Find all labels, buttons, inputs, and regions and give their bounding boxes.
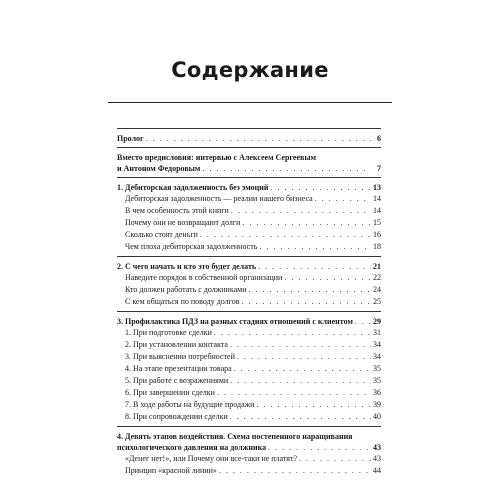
toc-page-number: 40: [373, 412, 381, 421]
dot-leader: [234, 363, 371, 374]
dot-leader: [231, 205, 371, 216]
dot-leader: [270, 182, 371, 193]
toc-page-number: 22: [373, 273, 381, 282]
toc-subsection-entry[interactable]: [117, 229, 381, 240]
toc-page-number: 21: [373, 262, 381, 271]
toc-subsection-entry[interactable]: [117, 272, 381, 283]
toc-entry-title: С кем общаться по поводу долгов: [125, 297, 240, 306]
dot-leader: [242, 296, 371, 307]
toc-page-number: 34: [373, 352, 381, 361]
toc-subsection-entry[interactable]: [117, 351, 381, 362]
toc-entry-title-line: Вместо предисловия: интервью с Алексеем Сергеевым: [117, 153, 317, 162]
toc-page-number: 29: [373, 317, 381, 326]
toc-subsection-entry[interactable]: [117, 453, 381, 464]
dot-leader: [299, 453, 371, 464]
toc-page-number: 39: [373, 400, 381, 409]
toc-chapter-entry[interactable]: [117, 163, 381, 174]
toc-entry-title: 5. При работе с возражениями: [125, 376, 229, 385]
toc-subsection-entry[interactable]: [117, 284, 381, 295]
toc-entry-title: Наведите порядок в собственной организации: [125, 273, 283, 282]
toc-entry-title: Дебиторская задолженность — реалии нашего бизнеса: [125, 194, 313, 203]
toc-entry-title: 3. Профилактика ПДЗ на разных стадиях отношений с клиентом: [117, 317, 353, 326]
dot-leader: [249, 284, 372, 295]
toc-chapter-entry[interactable]: [117, 442, 381, 453]
toc-entry-title: «Денег нет!», или Почему они все-таки не платят?: [125, 454, 298, 463]
dot-leader: [355, 316, 371, 327]
toc-entry-title: и Антоном Федоровым: [117, 164, 201, 173]
toc-entry-title: Сколько стоят деньги: [125, 230, 198, 239]
dot-leader: [268, 442, 371, 453]
toc-section: [117, 256, 381, 311]
toc-entry-title: 4. На этапе презентации товара: [125, 364, 232, 373]
toc-subsection-entry[interactable]: [117, 241, 381, 252]
toc-entry-title: 8. При сопровождении сделки: [125, 412, 228, 421]
toc-subsection-entry[interactable]: [117, 375, 381, 386]
toc-entry-title: Почему они не возвращают долги: [125, 218, 241, 227]
toc-subsection-entry[interactable]: [117, 205, 381, 216]
dot-leader: [259, 241, 371, 252]
toc-subsection-entry[interactable]: [117, 387, 381, 398]
title-rule: [108, 102, 392, 103]
toc-subsection-entry[interactable]: [117, 339, 381, 350]
toc-page-number: 34: [373, 340, 381, 349]
toc-page-number: 13: [373, 183, 381, 192]
dot-leader: [219, 465, 371, 476]
toc-entry-title: Пролог: [117, 134, 144, 143]
toc-page-number: 16: [373, 230, 381, 239]
toc-entry-title-line: 4. Девять этапов воздействия. Схема постепенного наращивания: [117, 432, 353, 441]
toc-chapter-entry[interactable]: [117, 316, 381, 327]
dot-leader: [202, 163, 371, 174]
toc-page-number: 14: [373, 206, 381, 215]
toc-entry-title: Кто должен работать с должниками: [125, 285, 247, 294]
toc-subsection-entry[interactable]: [117, 411, 381, 422]
toc-entry-title: 1. При подготовке сделки: [125, 328, 212, 337]
toc-entry-title: Принцип «красной линии»: [125, 466, 217, 475]
toc-entry-title: 7. В ходе работы на будущие продажи: [125, 400, 255, 409]
toc-subsection-entry[interactable]: [117, 465, 381, 476]
dot-leader: [214, 327, 371, 338]
toc-entry-title: В чем особенность этой книги: [125, 206, 229, 215]
dot-leader: [146, 133, 371, 144]
toc-section: [117, 177, 381, 256]
toc-subsection-entry[interactable]: [117, 327, 381, 338]
toc-entry-title: психологического давления на должника: [117, 443, 267, 452]
toc-subsection-entry[interactable]: [117, 363, 381, 374]
toc-entry-title: 1. Дебиторская задолженность без эмоций: [117, 183, 269, 192]
toc-page-number: 44: [373, 466, 381, 475]
toc-entry-title: Чем плоха дебиторская задолженность: [125, 242, 258, 251]
dot-leader: [200, 229, 371, 240]
toc-section: [117, 426, 381, 480]
toc-subsection-entry[interactable]: [117, 217, 381, 228]
toc-subsection-entry[interactable]: [117, 296, 381, 307]
dot-leader: [256, 399, 371, 410]
dot-leader: [230, 375, 371, 386]
dot-leader: [237, 351, 371, 362]
dot-leader: [258, 261, 371, 272]
table-of-contents: [117, 128, 381, 480]
toc-page-number: 25: [373, 297, 381, 306]
toc-subsection-entry[interactable]: [117, 193, 381, 204]
toc-entry-title: 6. При завершении сделки: [125, 388, 215, 397]
dot-leader: [217, 387, 371, 398]
toc-section: [117, 311, 381, 426]
toc-subsection-entry[interactable]: [117, 399, 381, 410]
toc-page-number: 35: [373, 376, 381, 385]
toc-page-number: 14: [373, 194, 381, 203]
toc-page-number: 24: [373, 285, 381, 294]
page-title: Содержание: [171, 58, 329, 82]
toc-page-number: 6: [377, 134, 381, 143]
dot-leader: [284, 272, 371, 283]
toc-entry-title: 3. При выяснении потребностей: [125, 352, 235, 361]
toc-chapter-entry[interactable]: [117, 182, 381, 193]
toc-page-number: 15: [373, 218, 381, 227]
toc-chapter-entry[interactable]: [117, 133, 381, 144]
toc-page-number: 43: [373, 454, 381, 463]
toc-entry-title: 2. При установлении контакта: [125, 340, 228, 349]
dot-leader: [230, 411, 371, 422]
toc-page-number: 36: [373, 388, 381, 397]
toc-chapter-entry[interactable]: [117, 261, 381, 272]
toc-section: [117, 128, 381, 147]
toc-page-number: 35: [373, 364, 381, 373]
toc-page-number: 18: [373, 242, 381, 251]
dot-leader: [242, 217, 371, 228]
toc-page-number: 43: [373, 443, 381, 452]
toc-page-number: 31: [373, 328, 381, 337]
toc-entry-title: 2. С чего начать и кто это будет делать: [117, 262, 257, 271]
toc-section: [117, 147, 381, 177]
dot-leader: [315, 193, 371, 204]
toc-page-number: 7: [377, 164, 381, 173]
dot-leader: [230, 339, 371, 350]
